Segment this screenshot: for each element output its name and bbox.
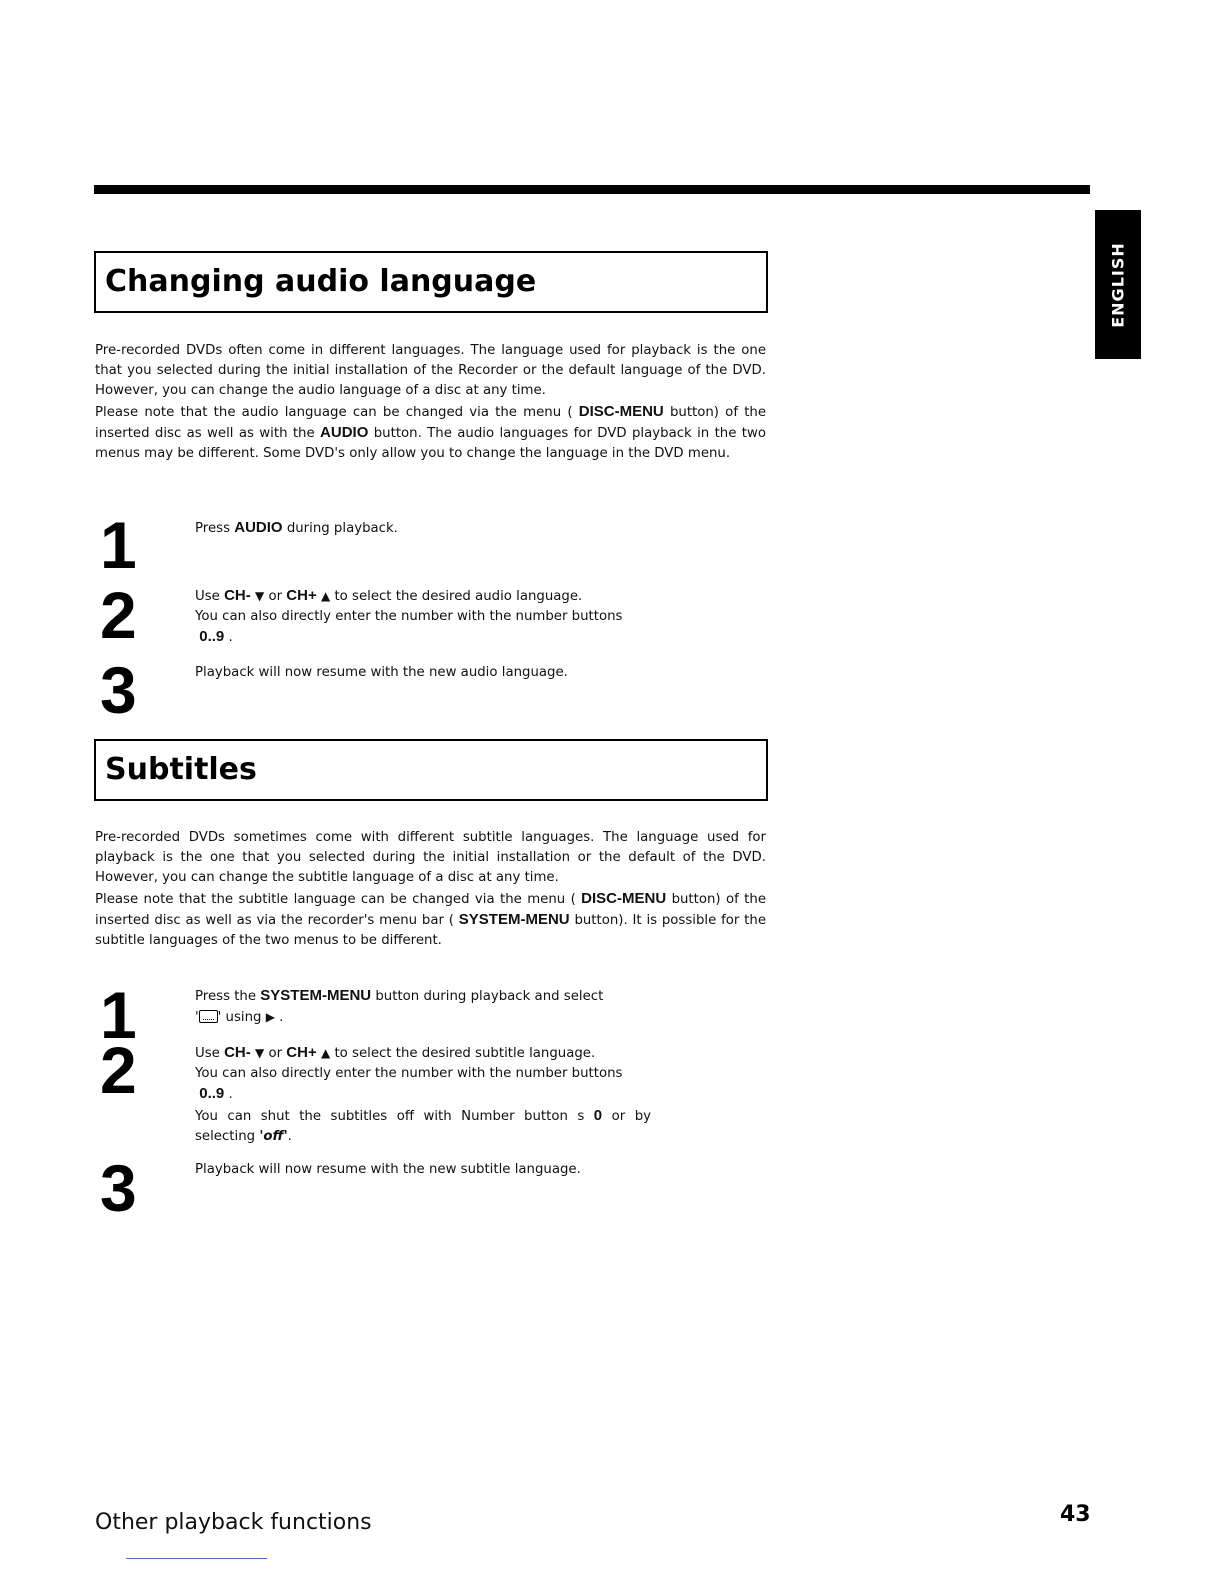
audio-section-heading-box [94, 251, 768, 313]
down-arrow-icon: ▼ [254, 1046, 265, 1060]
audio-intro-para-2: Please note that the audio language can be changed via the menu ( DISC-MENU button) of the inserted disc as well as with the AUDIO button. The audio languages for DVD playback in the two menus may be different. Some DVD's only allow you to change the language in the DVD menu. [95, 402, 767, 462]
audio-step-number-2: 2 [100, 578, 137, 652]
disc-menu-key: DISC-MENU [578, 402, 664, 420]
up-arrow-icon: ▲ [320, 589, 331, 603]
audio-step-2-text: Use CH- ▼ or CH+ ▲ to select the desired audio language. You can also directly enter the number with the number buttons 0..9 . [195, 587, 623, 646]
subtitles-section-title: Subtitles [105, 752, 257, 787]
down-arrow-icon: ▼ [254, 589, 265, 603]
audio-step-3-text: Playback will now resume with the new audio language. [195, 665, 568, 680]
audio-intro [95, 341, 766, 464]
system-menu-key: SYSTEM-MENU [458, 910, 570, 928]
footer-underline [126, 1558, 267, 1559]
subtitle-icon [199, 1010, 218, 1023]
disc-menu-key: DISC-MENU [581, 889, 667, 907]
subtitles-step-2-text: Use CH- ▼ or CH+ ▲ to select the desired subtitle language. You can also directly enter the number with the number buttons 0..9 . You can shut the subtitles off with Number button s 0 or by selecting 'off'. [195, 1044, 652, 1144]
footer-section-title: Other playback functions [95, 1510, 372, 1535]
subtitles-step-3-text: Playback will now resume with the new subtitle language. [195, 1162, 581, 1177]
language-tab [1095, 210, 1141, 359]
page-number: 43 [1060, 1502, 1091, 1527]
subtitles-section-heading-box [94, 739, 768, 801]
audio-intro-para-1: Pre-recorded DVDs often come in different languages. The language used for playback is the one that you selected during the initial installation of the Recorder or the default language of the DVD. However, you can change the audio language of a disc at any time. [95, 343, 766, 399]
audio-key: AUDIO [234, 519, 283, 536]
audio-key: AUDIO [320, 423, 369, 441]
subtitles-intro-para-1: Pre-recorded DVDs sometimes come with different subtitle languages. The language used for playback is the one that you selected during the initial installation or the default of the DVD. However, you can change the subtitle language of a disc at any time. [95, 830, 766, 886]
subtitles-step-number-1: 1 [100, 978, 137, 1052]
subtitles-step-1-text: Press the SYSTEM-MENU button during playback and select ' ' using ▶ . [195, 987, 604, 1026]
audio-step-number-1: 1 [100, 508, 137, 582]
audio-step-number-3: 3 [100, 653, 137, 727]
up-arrow-icon: ▲ [320, 1046, 331, 1060]
header-rule [94, 185, 1090, 194]
subtitles-intro [95, 828, 766, 951]
subtitles-step-number-3: 3 [100, 1151, 137, 1225]
right-arrow-icon: ▶ [265, 1010, 275, 1025]
subtitles-step-number-2: 2 [100, 1033, 137, 1107]
language-tab-label: ENGLISH [1108, 241, 1128, 328]
audio-step-1-text: Press AUDIO during playback. [195, 519, 398, 536]
subtitles-intro-para-2: Please note that the subtitle language can be changed via the menu ( DISC-MENU button) of the inserted disc as well as via the recorder's menu bar ( SYSTEM-MENU button). It is possible for the subtitle languages of the two menus to be different. [95, 889, 767, 949]
system-menu-key: SYSTEM-MENU [260, 987, 372, 1004]
audio-section-title: Changing audio language [105, 264, 537, 299]
